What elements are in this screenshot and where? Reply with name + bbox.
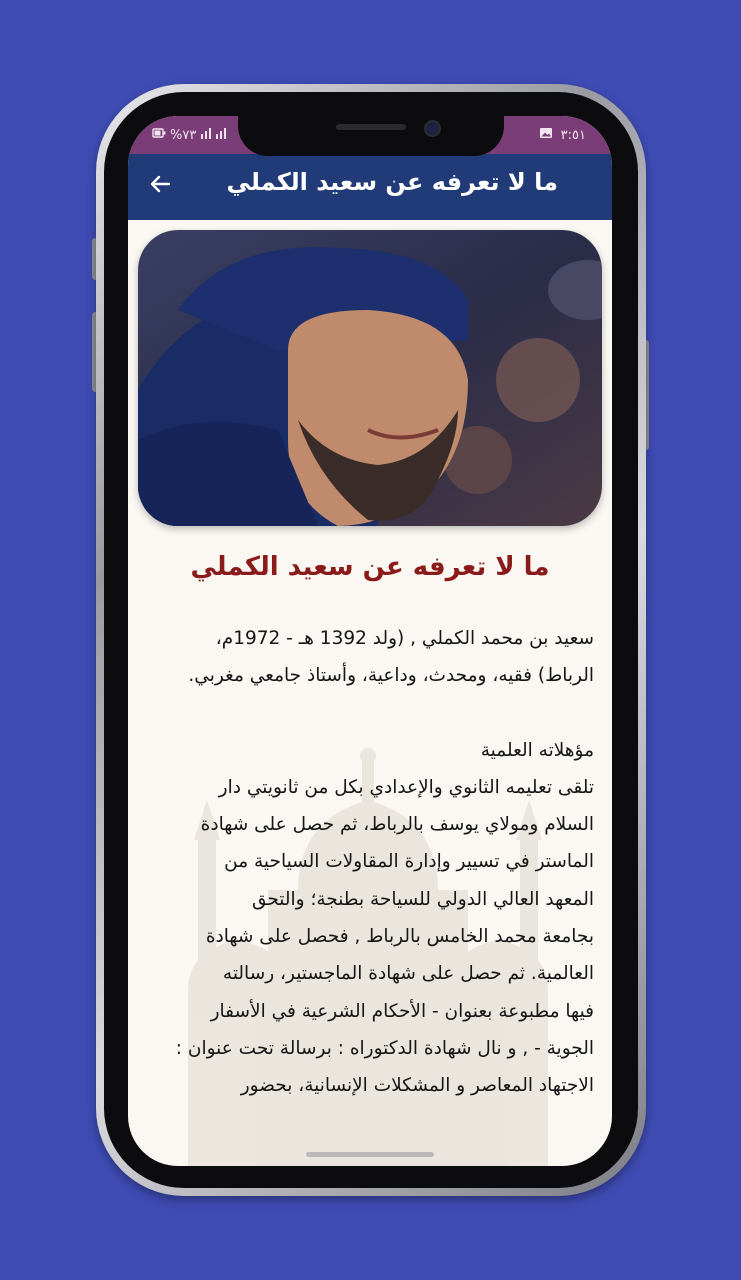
app-bar-title: ما لا تعرفه عن سعيد الكملي [226,168,558,196]
home-indicator[interactable] [306,1152,434,1157]
intro-line: سعيد بن محمد الكملي , (ولد 1392 هـ - 1972م، [215,628,594,649]
battery-icon [152,127,166,143]
speaker-grille [336,124,406,130]
body-line: الاجتهاد المعاصر و المشكلات الإنسانية، بحضور [240,1075,594,1097]
app-screen [128,116,612,1166]
arrow-left-icon [149,174,171,198]
article-title: ما لا تعرفه عن سعيد الكملي [190,552,550,582]
body-line: بجامعة محمد الخامس بالرباط , فحصل على شهادة [205,926,594,948]
signal-icon [200,127,230,143]
app-bar [128,154,612,220]
body-line: المعهد العالي الدولي للسياحة بطنجة؛ والتحق [251,888,594,910]
body-line: الماستر في تسيير وإدارة المقاولات السياحية من [224,851,594,873]
body-line: العالمية. ثم حصل على شهادة الماجستير، رسالته [222,963,594,985]
body-line: فيها مطبوعة بعنوان - الأحكام الشرعية في الأسفار [210,1000,594,1022]
status-time: ٣:٥١ [560,127,586,143]
phone-notch [238,110,504,156]
portrait-illustration [138,230,602,526]
status-left [152,127,230,143]
section-heading: مؤهلاته العلمية [480,739,594,761]
article-body [150,620,594,1105]
battery-percent: %٧٣ [170,127,197,143]
back-button[interactable] [144,170,176,202]
body-line: تلقى تعليمه الثانوي والإعدادي بكل من ثانويتي دار [218,776,594,798]
status-right [539,127,586,143]
article-content[interactable] [128,220,612,1166]
intro-line: الرباط) فقيه، ومحدث، وداعية، وأستاذ جامعي مغربي. [188,665,594,687]
scholar-photo [138,230,602,526]
body-line: السلام ومولاي يوسف بالرباط، ثم حصل على شهادة [200,814,594,836]
front-camera [424,120,441,137]
image-icon [539,127,553,143]
body-line: الجوية - , و نال شهادة الدكتوراه : برسالة تحت عنوان : [175,1037,594,1059]
